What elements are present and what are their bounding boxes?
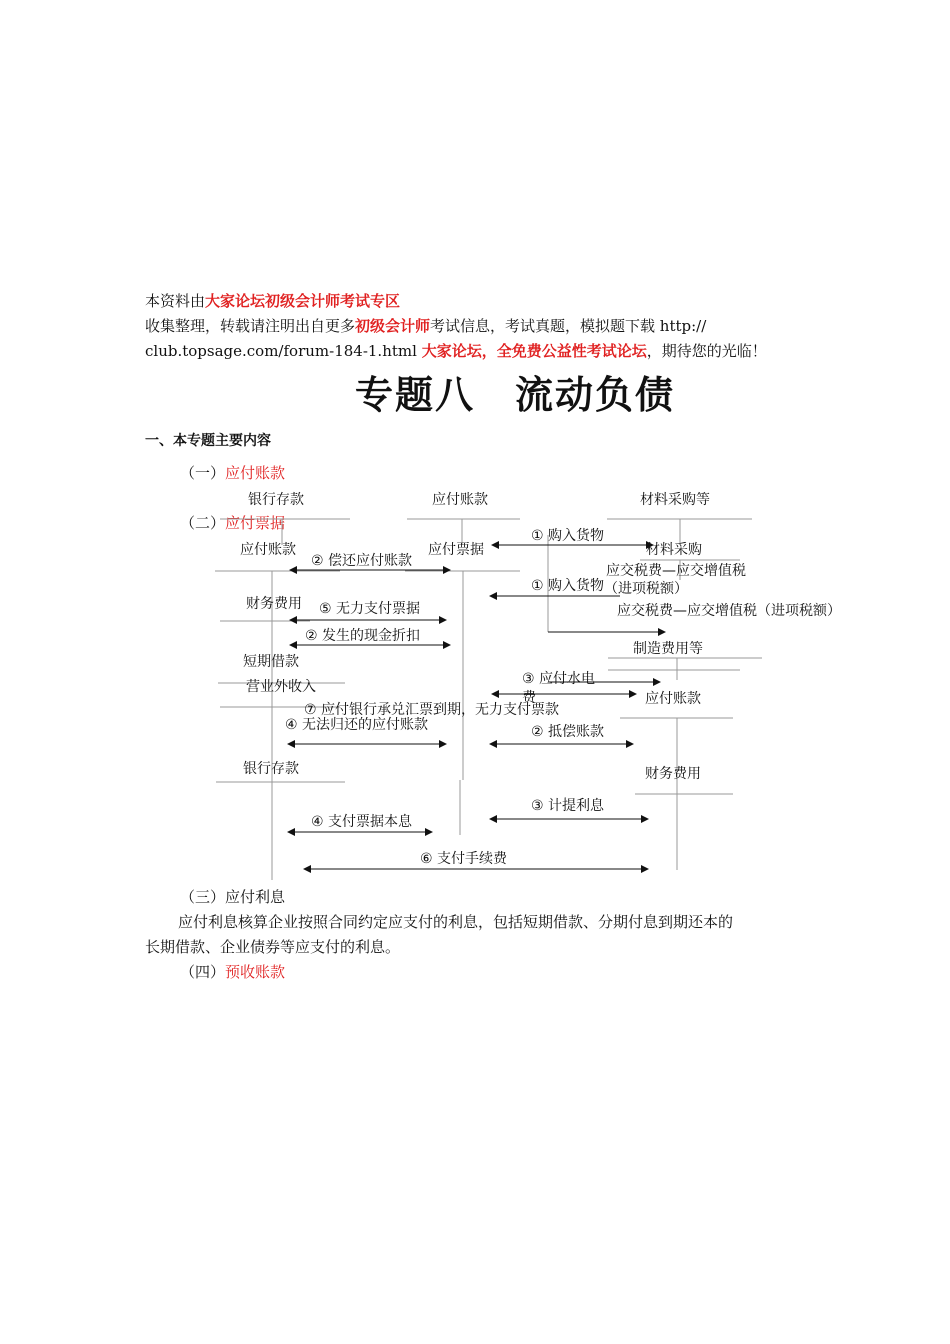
label-short-loan: 短期借款 [243, 654, 299, 670]
arrow-label-unpaid: ④ 无法归还的应付账款 [285, 717, 429, 733]
arrow-label-default: ⑤ 无力支付票据 [319, 601, 421, 617]
label-vat-sub: （进项税额） [604, 581, 688, 597]
label-accounts-payable: 应付账款 [432, 492, 488, 508]
label-manufacturing: 制造费用等 [633, 641, 703, 657]
item-2-link[interactable]: 应付票据 [225, 514, 286, 532]
label-nonop-income: 营业外收入 [246, 679, 316, 695]
url-text[interactable]: club.topsage.com/forum-184-1.html [145, 342, 422, 360]
arrow-label-accrue: ③ 计提利息 [531, 798, 605, 814]
label-material-purchase: 材料采购等 [640, 492, 710, 508]
intro-text: ，期待您的光临！ [646, 342, 767, 360]
intro-text: 本资料由 [145, 292, 206, 310]
item-prefix: （二） [180, 514, 226, 532]
intro-text: 收集整理，转载请注明出自更多 [145, 317, 356, 335]
accountant-link[interactable]: 初级会计师 [355, 317, 431, 335]
label-ap: 应付账款 [240, 542, 296, 558]
label-notes-payable: 应付票据 [428, 542, 484, 558]
forum-slogan-link[interactable]: 大家论坛，全免费公益性考试论坛 [421, 342, 647, 360]
arrow-label-discount: ② 发生的现金折扣 [305, 628, 421, 644]
arrow-label-utilities: ③ 应付水电 [522, 671, 596, 687]
item-4-link[interactable]: 预收账款 [225, 963, 286, 981]
interest-paragraph-line-1: 应付利息核算企业按照合同约定应支付的利息，包括短期借款、分期付息到期还本的 [178, 913, 734, 931]
arrow-label-pay-interest: ④ 支付票据本息 [311, 814, 413, 830]
item-4 [180, 961, 285, 982]
label-finance-expense: 财务费用 [246, 596, 302, 612]
arrow-label-buy: ① 购入货物 [531, 528, 605, 544]
arrow-label-offset: ② 抵偿账款 [531, 724, 605, 740]
item-prefix: （一） [180, 464, 226, 482]
arrow-label-buy-2: ① 购入货物 [531, 578, 605, 594]
arrow-label-repay: ② 偿还应付账款 [311, 553, 413, 569]
label-vat: 应交税费—应交增值税 [606, 563, 746, 579]
page-title: 专题八 流动负债 [355, 372, 676, 417]
item-3: （三）应付利息 [180, 888, 286, 906]
arrow-label-fee: ⑥ 支付手续费 [420, 851, 508, 867]
forum-link[interactable]: 大家论坛初级会计师考试专区 [205, 292, 401, 310]
arrow-label-vat: 应交税费—应交增值税（进项税额） [617, 603, 841, 619]
interest-paragraph-line-2: 长期借款、企业债券等应支付的利息。 [145, 938, 401, 956]
label-bank-deposit: 银行存款 [248, 492, 304, 508]
section-heading: 一、本专题主要内容 [145, 433, 271, 449]
arrow-label-utilities-2: 费 [522, 690, 536, 706]
item-prefix: （四） [180, 963, 226, 981]
label-finance-expense-2: 财务费用 [645, 766, 701, 782]
label-ap-2: 应付账款 [645, 691, 701, 707]
label-bank-deposit-2: 银行存款 [243, 761, 299, 777]
intro-text: 考试信息，考试真题，模拟题下载 http:// [430, 317, 707, 335]
item-1-link[interactable]: 应付账款 [225, 464, 286, 482]
label-material: 材料采购 [646, 542, 702, 558]
arrow-label-bank-accept: ⑦ 应付银行承兑汇票到期，无力支付票款 [304, 702, 559, 718]
